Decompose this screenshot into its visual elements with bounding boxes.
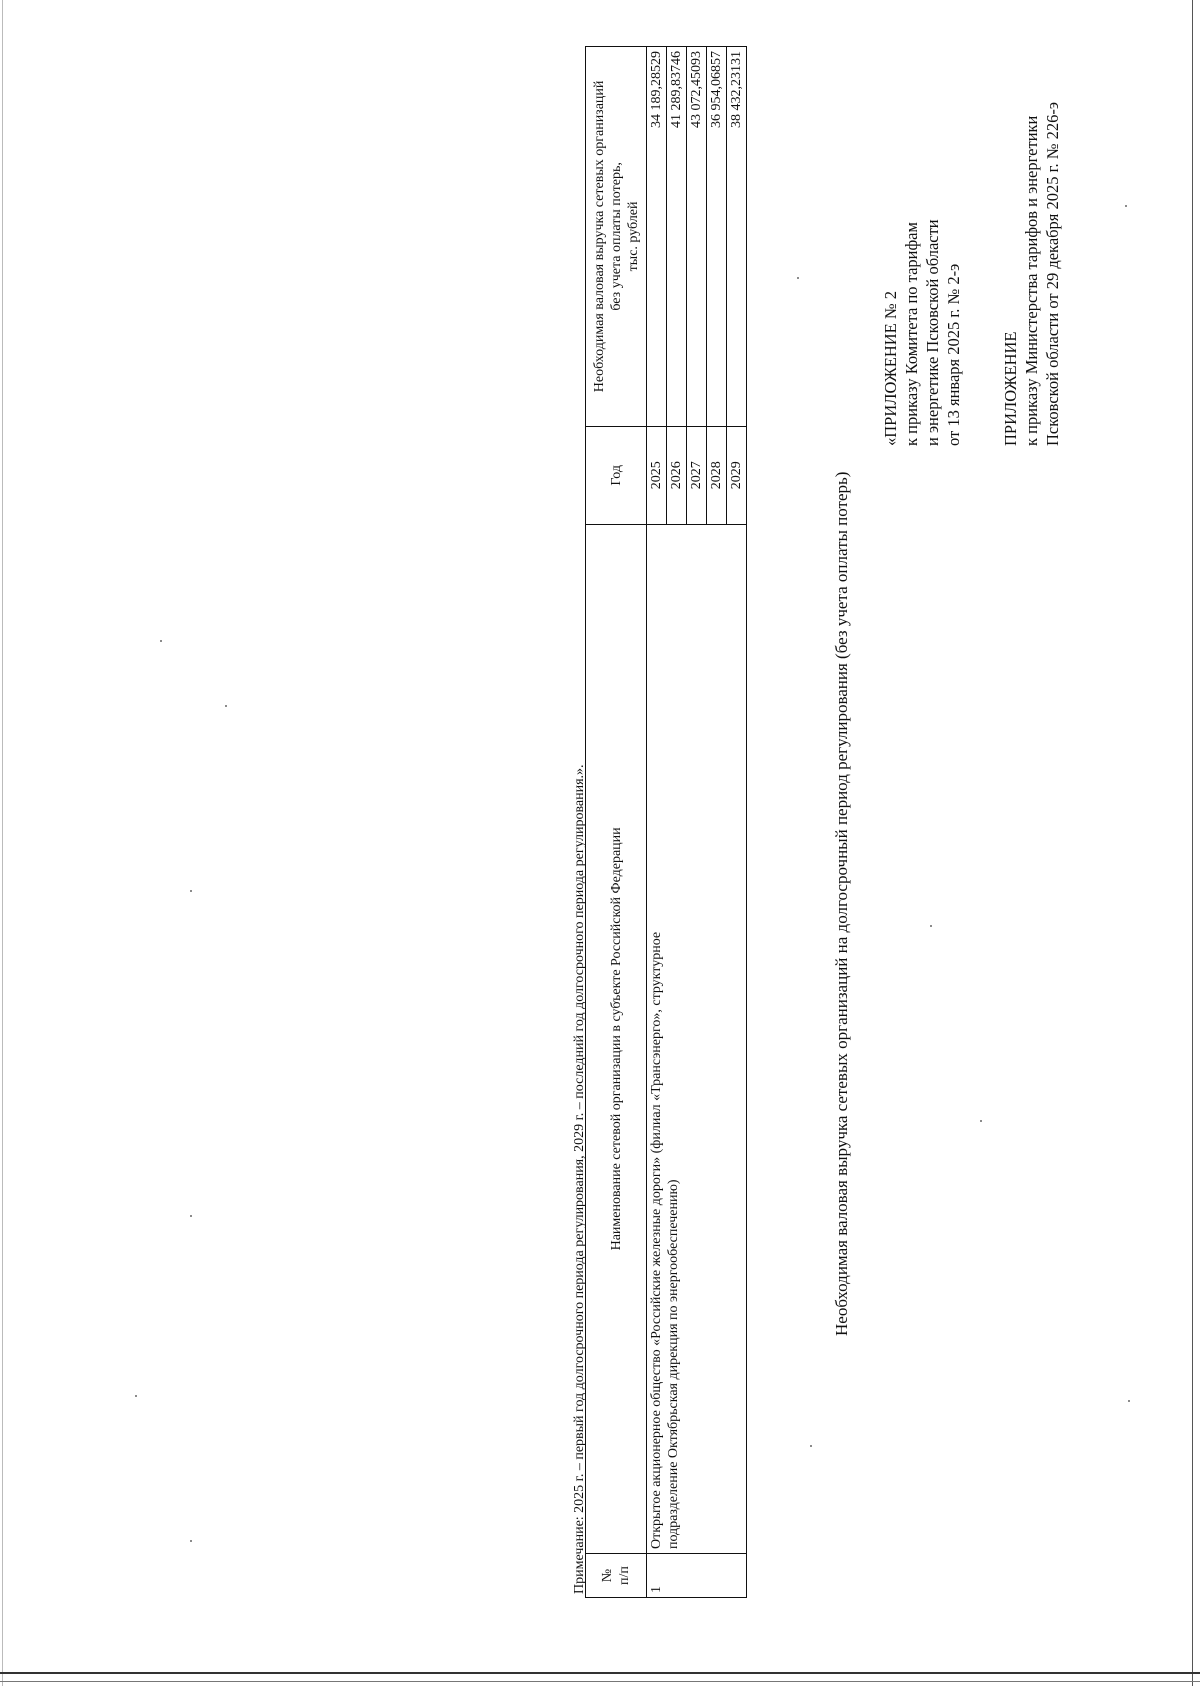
- previous-appendix-line-3: от 13 января 2025 г. № 2-э: [944, 263, 963, 446]
- year-cell: 2026: [667, 426, 687, 524]
- header-revenue-line-2: без учета оплаты потерь,: [608, 162, 624, 311]
- year-cell: 2028: [707, 426, 727, 524]
- header-revenue-line-1: Необходимая валовая выручка сетевых организаций: [591, 80, 607, 393]
- header-revenue-line-3: тыс. рублей: [625, 201, 641, 272]
- scan-speck: [1125, 205, 1127, 207]
- appendix-line-1: к приказу Министерства тарифов и энергетики: [1022, 115, 1041, 446]
- revenue-cell: 38 432,23131: [727, 47, 747, 427]
- table-note: Примечание: 2025 г. – первый год долгосрочного периода регулирования, 2029 г. – последний год долгосрочного периода регулирования.».: [572, 764, 587, 1594]
- table-row: [647, 47, 667, 1598]
- scan-speck: [930, 925, 932, 927]
- header-year: Год: [586, 426, 647, 524]
- scan-speck: [135, 1395, 137, 1397]
- appendix-title: ПРИЛОЖЕНИЕ: [1001, 331, 1020, 446]
- scan-speck: [160, 640, 162, 642]
- header-number: [586, 1554, 647, 1598]
- scan-speck: [980, 1120, 982, 1122]
- revenue-table: [585, 46, 747, 1598]
- table-header-row: [586, 47, 647, 1598]
- revenue-cell: 34 189,28529: [647, 47, 667, 427]
- header-organization-name: Наименование сетевой организации в субъекте Российской Федерации: [586, 524, 647, 1553]
- previous-appendix-line-1: к приказу Комитета по тарифам: [902, 222, 921, 446]
- header-revenue: [586, 47, 647, 427]
- organization-name-line-2: подразделение Октябрьская дирекция по энергообеспечению): [666, 1179, 681, 1550]
- revenue-cell: 41 289,83746: [667, 47, 687, 427]
- scan-speck: [797, 277, 799, 279]
- previous-appendix-title: «ПРИЛОЖЕНИЕ № 2: [881, 291, 900, 446]
- scan-speck: [190, 1540, 192, 1542]
- appendix-line-2: Псковской области от 29 декабря 2025 г. № 226-э: [1043, 102, 1062, 446]
- year-cell: 2029: [727, 426, 747, 524]
- scan-speck: [225, 705, 227, 707]
- scan-speck: [190, 1215, 192, 1217]
- previous-appendix-header: [880, 219, 964, 446]
- scan-speck: [1128, 1400, 1130, 1402]
- header-number-line-2: п/п: [617, 1566, 632, 1585]
- appendix-header: [1000, 102, 1063, 446]
- revenue-cell: 43 072,45093: [687, 47, 707, 427]
- year-cell: 2027: [687, 426, 707, 524]
- organization-name: [647, 524, 747, 1553]
- revenue-cell: 36 954,06857: [707, 47, 727, 427]
- organization-name-line-1: Открытое акционерное общество «Российские железные дороги» (филиал «Трансэнерго», структурное: [649, 931, 664, 1550]
- row-number: 1: [647, 1554, 747, 1598]
- scan-speck: [810, 1445, 812, 1447]
- header-number-line-1: №: [600, 1568, 615, 1583]
- document-title: Необходимая валовая выручка сетевых организаций на долгосрочный период регулирования (без учета оплаты потерь): [832, 471, 851, 1336]
- previous-appendix-line-2: и энергетике Псковской области: [923, 219, 942, 446]
- scan-speck: [190, 890, 192, 892]
- year-cell: 2025: [647, 426, 667, 524]
